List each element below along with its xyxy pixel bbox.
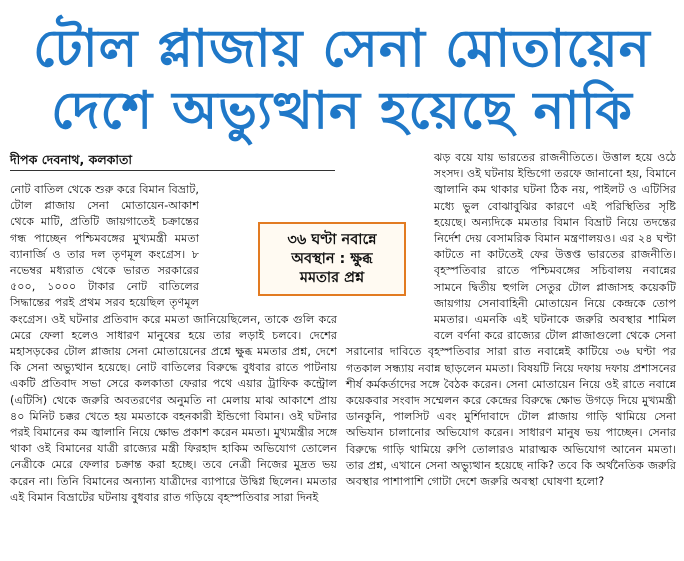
pull-quote-line-2: অবস্থান : ক্ষুব্ধ: [291, 250, 373, 267]
byline: দীপক দেবনাথ, কলকাতা: [10, 152, 133, 167]
byline-divider: [10, 170, 335, 171]
headline-line-2: দেশে অভ্যুত্থান হয়েছে নাকি: [51, 81, 633, 141]
pull-quote-line-1: ৩৬ ঘণ্টা নবান্নে: [287, 231, 377, 248]
pull-quote-box: [258, 222, 406, 296]
article-column-right: [346, 150, 676, 560]
article-text-right: ঝড় বয়ে যায় ভারতের রাজনীতিতে। উত্তাল হয়ে ওঠে সংসদ। ওই ঘটনায় ইন্ডিগো তরফে জানানো হয়, বিমানে জ্বালানি কম থাকার ঘটনা ঠিক নয়, পাইলট ও এটিসির মধ্যে ভুল বোঝাবুঝির কারণে এই পরিস্থিতির সৃষ্টি হয়েছে। অন্যদিকে মমতার বিমান বিভ্রাট নিয়ে তদন্তের নির্দেশ দেয় বেসামরিক বিমান মন্ত্রণালয়ও। এর ২৪ ঘণ্টা কাটতে না কাটতেই ফের উত্তপ্ত ভারতের রাজনীতি। বৃহস্পতিবার রাতে পশ্চিমবঙ্গের সচিবালয় নবান্নের সামনে দ্বিতীয় হুগলি সেতুর টোল প্লাজাসহ কয়েকটি জায়গায় সেনাবাহিনী মোতায়েন নিয়ে কেন্দ্রকে তোপ মমতার। এমনকি এই ঘটনাকে জরুরি অবস্থার শামিল বলে বর্ণনা করে রাজ্যের টোল প্লাজাগুলো থেকে সেনা সরানোর দাবিতে বৃহস্পতিবার সারা রাত নবান্নেই কাটিয়ে ৩৬ ঘণ্টা পর গতকাল সন্ধ্যায় নবান্ন ছাড়লেন মমতা। বিষয়টি নিয়ে দফায় দফায় প্রশাসনের শীর্ষ কর্মকর্তাদের সঙ্গে বৈঠক করেন। সেনা মোতায়েন নিয়ে ওই রাতে নবান্নে কয়েকবার সংবাদ সম্মেলন করে কেন্দ্রের বিরুদ্ধে ক্ষোভ উগড়ে দিয়ে মুখ্যমন্ত্রী ডানকুনি, পালসিট এবং মুর্শিদাবাদে টোল প্লাজায় গাড়ি থামিয়ে সেনা অভিযান চালানোর অভিযোগ করেন। সাধারণ মানুষ ভয় পাচ্ছেন। সেনার বিরুদ্ধে গাড়ি থামিয়ে রুপি তোলারও মারাত্মক অভিযোগ আনেন মমতা। তার প্রশ্ন, এখানে সেনা অভ্যুত্থান হয়েছে নাকি? তবে কি অর্থনৈতিক জরুরি অবস্থার পাশাপাশি গোটা দেশে জরুরি অবস্থা ঘোষণা হলো?: [346, 151, 676, 489]
headline-line-1: টোল প্লাজায় সেনা মোতায়েন: [33, 19, 651, 79]
article-text-left: নোট বাতিল থেকে শুরু করে বিমান বিভ্রাট, টোল প্লাজায় সেনা মোতায়েন-আকাশ থেকে মাটি, প্রতিটি জায়গাতেই চক্রান্তের গন্ধ পাচ্ছেন পশ্চিমবঙ্গের মুখ্যমন্ত্রী মমতা ব্যানার্জি ও তার দল তৃণমূল কংগ্রেস। ৮ নভেম্বর মধ্যরাত থেকে ভারত সরকারের ৫০০, ১০০০ টাকার নোট বাতিলের সিদ্ধান্তের পরই প্রথম সরব হয়েছিল তৃণমূল কংগ্রেস। ওই ঘটনার প্রতিবাদ করে মমতা জানিয়েছিলেন, তাকে গুলি করে মেরে ফেলা হলেও সাধারণ মানুষের হয়ে তার লড়াই চলবে। দেশের মহাসড়কের টোল প্লাজায় সেনা মোতায়েনের প্রশ্নে ক্ষুব্ধ মমতার প্রশ্ন, দেশে কি সেনা অভ্যুত্থান হয়েছে। নোট বাতিলের বিরুদ্ধে বুধবার রাতে পাটনায় একটি প্রতিবাদ সভা সেরে কলকাতা ফেরার পথে এয়ার ট্রাফিক কন্ট্রোল (এটিসি) থেকে জরুরি অবতরণের অনুমতি না মেলায় মাঝ আকাশে প্রায় ৪০ মিনিট চক্কর খেতে হয় মমতাকে বহনকারী ইন্ডিগো বিমান। ওই ঘটনার পরই বিমানের কম জ্বালানি নিয়ে ক্ষোভ প্রকাশ করেন মমতা। মুখ্যমন্ত্রীর সঙ্গে থাকা ওই বিমানের যাত্রী রাজ্যের মন্ত্রী ফিরহাদ হাকিম অভিযোগ তোলেন নেত্রীকে মেরে ফেলার চক্রান্ত করা হচ্ছে। তবে নেত্রী নিজের মুদ্রত ভয় করেন না। তিনি বিমানের অন্যান্য যাত্রীদের ব্যাপারে উদ্বিগ্ন ছিলেন। মমতার এই বিমান বিভ্রাটের ঘটনায় বুধবার রাত গড়িয়ে বৃহস্পতিবার সারা দিনই: [10, 183, 337, 504]
pull-quote-line-3: মমতার প্রশ্ন: [299, 269, 365, 286]
